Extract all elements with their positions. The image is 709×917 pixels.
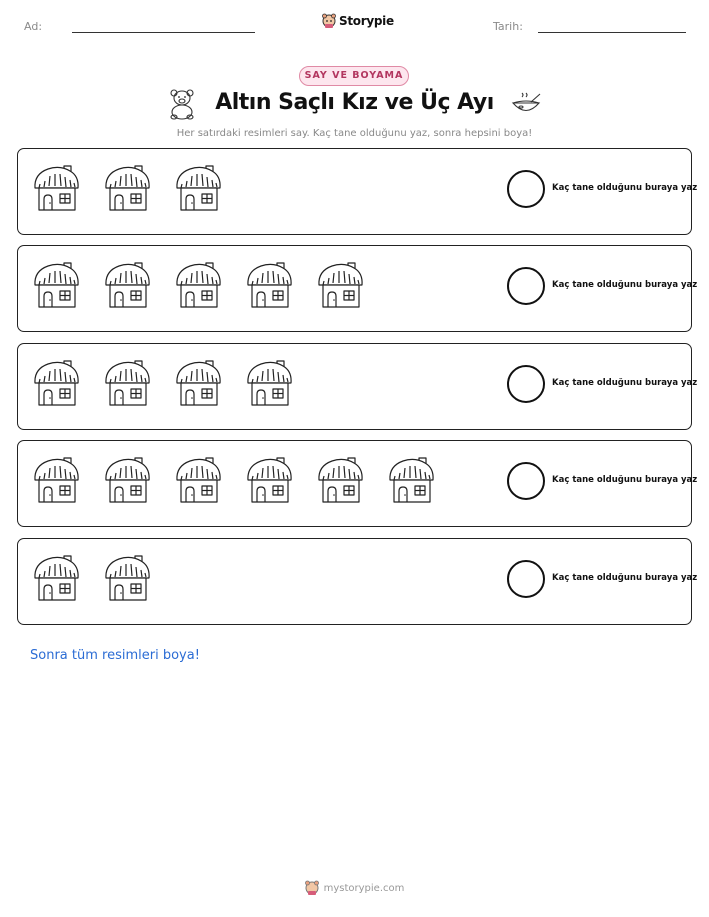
answer-circle[interactable] (507, 365, 545, 403)
name-label: Ad: (24, 20, 43, 33)
cottage-icon[interactable] (172, 454, 224, 510)
page-title: Altın Saçlı Kız ve Üç Ayı (215, 90, 494, 115)
coloring-instruction: Sonra tüm resimleri boya! (30, 648, 200, 663)
brand-name: Storypie (339, 14, 394, 28)
cottage-icon[interactable] (172, 259, 224, 315)
cottage-icon[interactable] (385, 454, 437, 510)
cottage-icon[interactable] (30, 552, 82, 608)
answer-circle[interactable] (507, 560, 545, 598)
cottage-icon[interactable] (30, 259, 82, 315)
footer-url: mystorypie.com (323, 882, 405, 894)
answer-circle[interactable] (507, 267, 545, 305)
date-line[interactable] (538, 32, 686, 33)
cottage-icon[interactable] (243, 357, 295, 413)
cottage-icon[interactable] (101, 259, 153, 315)
cottage-icon[interactable] (30, 454, 82, 510)
counting-row (17, 245, 698, 332)
activity-badge: SAY VE BOYAMA (299, 66, 409, 86)
answer-label: Kaç tane olduğunu buraya yaz (552, 475, 698, 485)
cottage-icon[interactable] (101, 357, 153, 413)
cottage-icon[interactable] (172, 162, 224, 218)
answer-circle[interactable] (507, 462, 545, 500)
cottage-icon[interactable] (101, 162, 153, 218)
cottage-icon[interactable] (314, 454, 366, 510)
instructions-subtitle: Her satırdaki resimleri say. Kaç tane olduğunu yaz, sonra hepsini boya! (176, 128, 533, 139)
house-group (30, 552, 153, 608)
cottage-icon[interactable] (243, 259, 295, 315)
name-line[interactable] (72, 32, 255, 33)
house-group (30, 357, 295, 413)
cottage-icon[interactable] (30, 162, 82, 218)
counting-row (17, 440, 698, 527)
answer-label: Kaç tane olduğunu buraya yaz (552, 183, 698, 193)
storypie-mascot-icon (322, 13, 336, 29)
answer-label: Kaç tane olduğunu buraya yaz (552, 378, 698, 388)
house-group (30, 162, 224, 218)
storypie-mascot-icon (305, 880, 319, 896)
answer-label: Kaç tane olduğunu buraya yaz (552, 573, 698, 583)
house-group (30, 259, 366, 315)
counting-row (17, 148, 698, 235)
date-label: Tarih: (493, 20, 523, 33)
porridge-bowl-icon (510, 92, 542, 118)
answer-label: Kaç tane olduğunu buraya yaz (552, 280, 698, 290)
counting-row (17, 343, 698, 430)
cottage-icon[interactable] (101, 552, 153, 608)
cottage-icon[interactable] (101, 454, 153, 510)
storypie-logo (322, 13, 394, 29)
answer-circle[interactable] (507, 170, 545, 208)
cottage-icon[interactable] (172, 357, 224, 413)
house-group (30, 454, 437, 510)
counting-row (17, 538, 698, 625)
footer (0, 880, 709, 896)
cottage-icon[interactable] (243, 454, 295, 510)
cottage-icon[interactable] (30, 357, 82, 413)
cottage-icon[interactable] (314, 259, 366, 315)
